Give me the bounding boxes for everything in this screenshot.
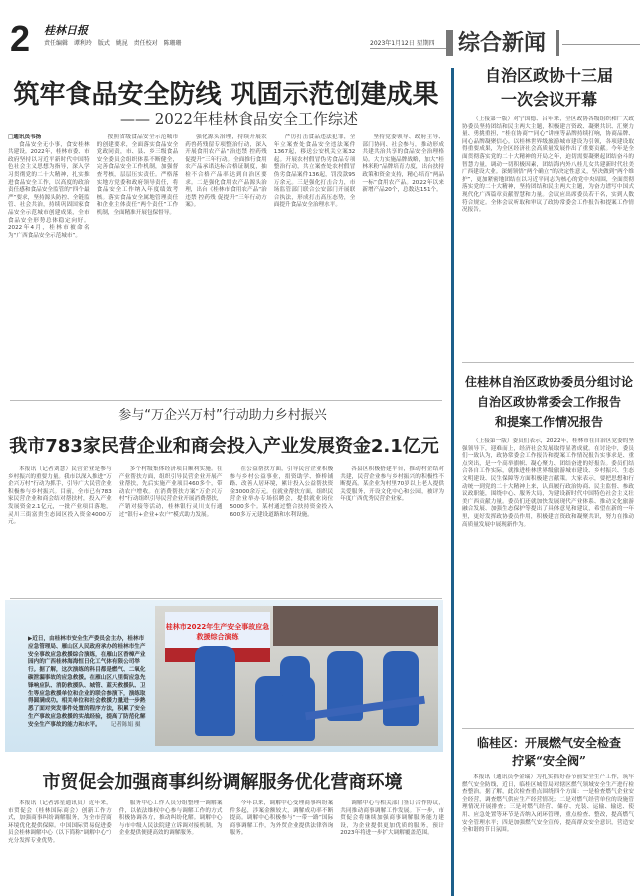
right-story3-body [462,774,634,896]
title-line: 自治区政协常委会工作报告 [476,395,621,409]
rescuer [280,656,310,696]
article-column [185,134,267,396]
article-column [362,134,444,396]
right-story2-title [458,372,640,432]
column-divider [451,68,454,896]
paragraph: 本报讯（记者刘慧）民营企业是参与乡村振兴的重要力量。我市以深入推进“万企兴万村”行动为抓手，引导广大民营企业积极参与乡村振兴。目前，全市已有783家民营企业和商会结对帮扶村，投入产业发展资金2.1亿元，一批产业项目落地，灵川三街富贵生态园区投入资金4000万元。 [8,466,112,526]
title-line: 一次会议开幕 [500,90,597,109]
paragraph: （上接第一版）委员们表示，2022年，桂林市在自治区党委的坚强领导下，迎难而上，经济社会发展取得显著成就。在讨论中，委员们一致认为，政协常委会工作报告和提案工作情况报告实事求是、重点突出，是一个高举旗帜、凝心聚力、团结奋进的好报告。委员们结合各自工作实际，就推进桂林世界级旅游城市建设、乡村振兴、生态文明建设、民生保障等方面积极建言献策。大家表示，要把思想和行动统一到党的二十大精神上来，认真履行政治协商、民主监督、参政议政职能，围绕中心、服务大局，为建设新时代中国特色社会主义壮美广西贡献力量。委员们还就加快发展现代产业体系、推动文化旅游融合发展、加强生态保护等提出了具体意见和建议，希望在新的一年里，更好发挥政协委员作用，积极建言资政和凝聚共识，努力在推动高质量发展中展现新作为。 [462,438,634,528]
article-column [119,800,223,896]
divider [10,598,442,599]
paragraph: 强化源头治理，持续开展农药兽药残留专项整治行动，深入开展食用农产品“治违禁 控药残 促提升”三年行动。全面推行食用农产品承诺达标合格证制度，抽检不合格产品率达到自治区要求。二是强化食用农产品源头治理，出台《桂林市食用农产品“治违禁 控药残 促提升”三年行动方案》。 [185,134,267,209]
paragraph: 在公益帮扶方面，引导民营企业积极参与乡村公益事业，捐资助学、修桥铺路、改善人居环境，累计投入公益帮扶资金3000余万元。在就业帮扶方面，组织民营企业举办专场招聘会，提供就业岗位5000多个。某村通过整合扶持资金投入600多万元建设道路和水利设施。 [229,466,334,518]
paragraph: 本报讯（通讯员李金瑞）为扎实抓好春节前安全生产工作，筑牢燃气安全防线，近日，临桂区城管局对辖区燃气领域安全生产进行检查整治。据了解，此次检查重点围绕四个方面：一是检查燃气企业安全经营，调查燃气供应生产经营情况；二是对燃气经营单位的设施管理情况开展排查；三是对燃气经营、储存、充装、运输、输送、使用、应急处置等环节是否纳入闭环管理，重点检查、整改，提高燃气安全管理水平；四是加强燃气安全宣传，提高群众安全意识，营造安全和谐的节日氛围。 [462,774,634,834]
story2-body [8,466,444,592]
paragraph: 严厉打击食品违法犯罪，全年立案查处食品安全违法案件1367起，移送公安机关立案32起。开展农村假冒伪劣食品专项整治行动，共立案查处农村假冒伪劣食品案件136起，罚没款95万余元。三是强化打击合力，市场监管部门联合公安部门开展联合执法，形成打击高压态势，全面提升食品安全治理水平。 [273,134,356,209]
title-line: 住桂林自治区政协委员分组讨论 [464,375,633,389]
paragraph: 服务中心工作人员分组整理一调解案件，以依法维权中心参与调解工作的方式积极协调各方，推动纠纷化解。调解中心与市中级人民法院建立诉调对接机制，为企业提供便捷高效的调解服务。 [118,800,223,837]
lead-subheadline: —— 2022年桂林食品安全工作综述 [120,110,358,128]
article-column [274,134,356,396]
article-column [230,800,334,896]
issue-date: 2023年1月12日 星期四 [370,40,435,47]
newspaper-logo: 桂林日报 [44,24,88,37]
right-story2-body [462,438,634,723]
article-column [8,134,90,396]
story3-headline: 市贸促会加强商事纠纷调解服务优化营商环境 [42,772,403,793]
title-line: 拧紧“安全阀” [512,754,586,768]
right-story1-body [462,116,634,356]
article-column [119,466,223,592]
building [273,606,438,646]
story2-kicker: 参与“万企兴万村”行动助力乡村振兴 [118,408,327,423]
title-line: 临桂区：开展燃气安全检查 [476,736,621,750]
paragraph: 食品安全无小事，食安桂林共建设。2022年，桂林市委、市政府坚持以习近平新时代中国特色社会主义思想为指导，深入学习贯彻党的二十大精神，扎实推进食品安全工作，以高度的政治责任感和食品安全监管的“四个最严”要求，坚持源头防控、全链监管、社会共治，持续巩固国家食品安全示范城市创建成果，全市食品安全形势总体稳定向好。2022年4月，桂林市被命名为“广西食品安全示范城市”。 [8,141,90,239]
section-title: 综合新闻 [458,30,547,56]
paragraph: 各县区积极搭建平台，推动村企结对共建，民营企业参与乡村振兴的积极性不断提高。某企业为村里70岁以上老人提供关爱服务，开设文化中心和公园，被评为年度广西优秀民营企业家。 [340,466,444,503]
rescuer [195,646,235,736]
article-column [230,466,334,592]
paragraph: 今年以来，调解中心受理商事纠纷案件多起，涉案金额较大，调解成功率不断提高。调解中心积极参与“一带一路”国际商事调解工作，为外贸企业提供法律咨询服务。 [229,800,334,837]
divider [462,728,634,729]
story3-body [8,800,444,896]
section-bar [446,30,453,56]
divider [10,400,442,401]
page-number: 2 [10,18,31,59]
byline: □通讯员韦扬 [8,134,42,140]
divider [462,362,634,363]
drill-photo [155,606,438,746]
paragraph: 调解中心与相关部门签订合作协议，共同推动商事调解工作发展。下一步，市贸促会将继续加强商事调解服务能力建设，为企业提供更加优质的服务，预计2023年将进一步扩大调解覆盖范围。 [340,800,444,837]
photo-caption [28,636,146,730]
photo-credit: 记者陈娟 摄 [110,721,141,728]
paragraph: 本报讯（记者郭星通讯员）近年来，市贸促会（桂林国际商会）创新工作方式，加强商事纠纷调解服务，为全市营商环境优化提供保障。中国国际贸易促进委员会桂林调解中心（以下简称“调解中心”）充分发挥专业优势。 [8,800,112,844]
lead-body [8,134,444,396]
article-column [340,466,444,592]
article-column [97,134,179,396]
article-column [8,800,112,896]
lead-headline: 筑牢食品安全防线 巩固示范创建成果 [13,80,439,110]
title-line: 自治区政协十三届 [484,66,613,85]
paragraph: 坚持党委领导、政府主导、部门协同、社会参与，推动形成共建共治共享的食品安全治理格局。大力实施品牌战略，加大“桂林米粉”品牌培育力度，出台扶持政策和资金支持，精心培育“两品一标”食用农产品。2022年以来新增产品20个，总数达151个。 [362,134,444,194]
header-rule [562,44,640,45]
story2-headline: 我市783家民营企业和商会投入产业发展资金2.1亿元 [9,436,439,457]
header-rule [370,48,446,49]
section-bar [556,30,559,56]
paragraph: 多个村级集体经济项目顺利实施。在产业帮扶方面，组织引导民营企业开展产业帮扶，先后实施产业项目460多个，带动农户增收。在消费帮扶方案“万企兴万村”行动组织引导民营企业开展消费帮扶，产销对接等活动，桂林银行灵川支行通过“银行+企业+农户”模式助力发展。 [118,466,223,518]
banner-text: 桂林市2022年生产安全事故应急救援综合演练 [165,623,270,641]
paragraph: 按照省级食品安全示范城市的创建要求，全面落实食品安全党政同责，市、县、乡三级食品安全委员会组织体系不断健全，完善食品安全工作机制，加强督查考核，层层压实责任。严格落实地方党委和政府领导责任，将食品安全工作纳入年度绩效考核。落实食品安全属地管理责任和企业主体责任“两个责任”工作机制，全面精准开展包保督导。 [96,134,179,216]
title-line: 和提案工作情况报告 [494,415,603,429]
article-column [340,800,444,896]
caption-text: ▶近日，由桂林市安全生产委员会主办，桂林市应急管理局、雁山区人民政府承办的桂林市生产安全事故应急救援综合演练，在雁山区香樟产业园内的广西桂林海海恒日化工气体有限公司举行。据了解，这次演练的科目都是燃气、二氧化碳泄漏事故的应急救援。在雁山区八里街应急先锋响应队、消防救援队、城管、蓝天救援队、卫生等应急救援单位和企业的联合参演下，演练取得圆满成功。相关单位和社会救援力量进一步熟悉了面对突发事件处置的程序方法，积累了安全生产事故应急救援的实战经验，提高了防范化解安全生产事故的能力和水平。 [28,636,146,728]
right-story3-title [458,734,640,770]
article-column [8,466,112,592]
editors-credit: 责任编辑 谭利玲 版式 姚昆 责任校对 陈珊珊 [44,40,182,47]
paragraph: （上接第一版）对宁国德、吕年来，全区政协各级组织和广大政协委员坚持团结和民主两大主题，积极建言资政、凝聚共识、汇聚力量、勇挑重担，“桂在协商”“同心”讲座等品牌持续打响，协商品牌、同心品牌凝聚信心。以桂林世界级旅游城市建设为引领，各项建设取得重要成果，为全区经济社会高质量发展作出了重要贡献。今年是全面贯彻落实党的二十大精神的开局之年，迫切需要凝聚起团结奋斗的智慧力量，调动一切积极因素，团结海内外八桂儿女共建新时代壮美广西建设大业。深刻领悟“两个确立”的决定性意义，坚决做到“两个维护”，更加紧密地团结在以习近平同志为核心的党中央周围，全面贯彻落实党的二十大精神，坚持团结和民主两大主题，为奋力谱写中国式现代化广西篇章贡献智慧和力量。会议应出席委员若干名，实到人数符合规定。全体会议听取和审议了政协常委会工作报告和提案工作情况报告。 [462,116,634,214]
right-story1-title [458,64,640,112]
rescuer [383,651,419,726]
